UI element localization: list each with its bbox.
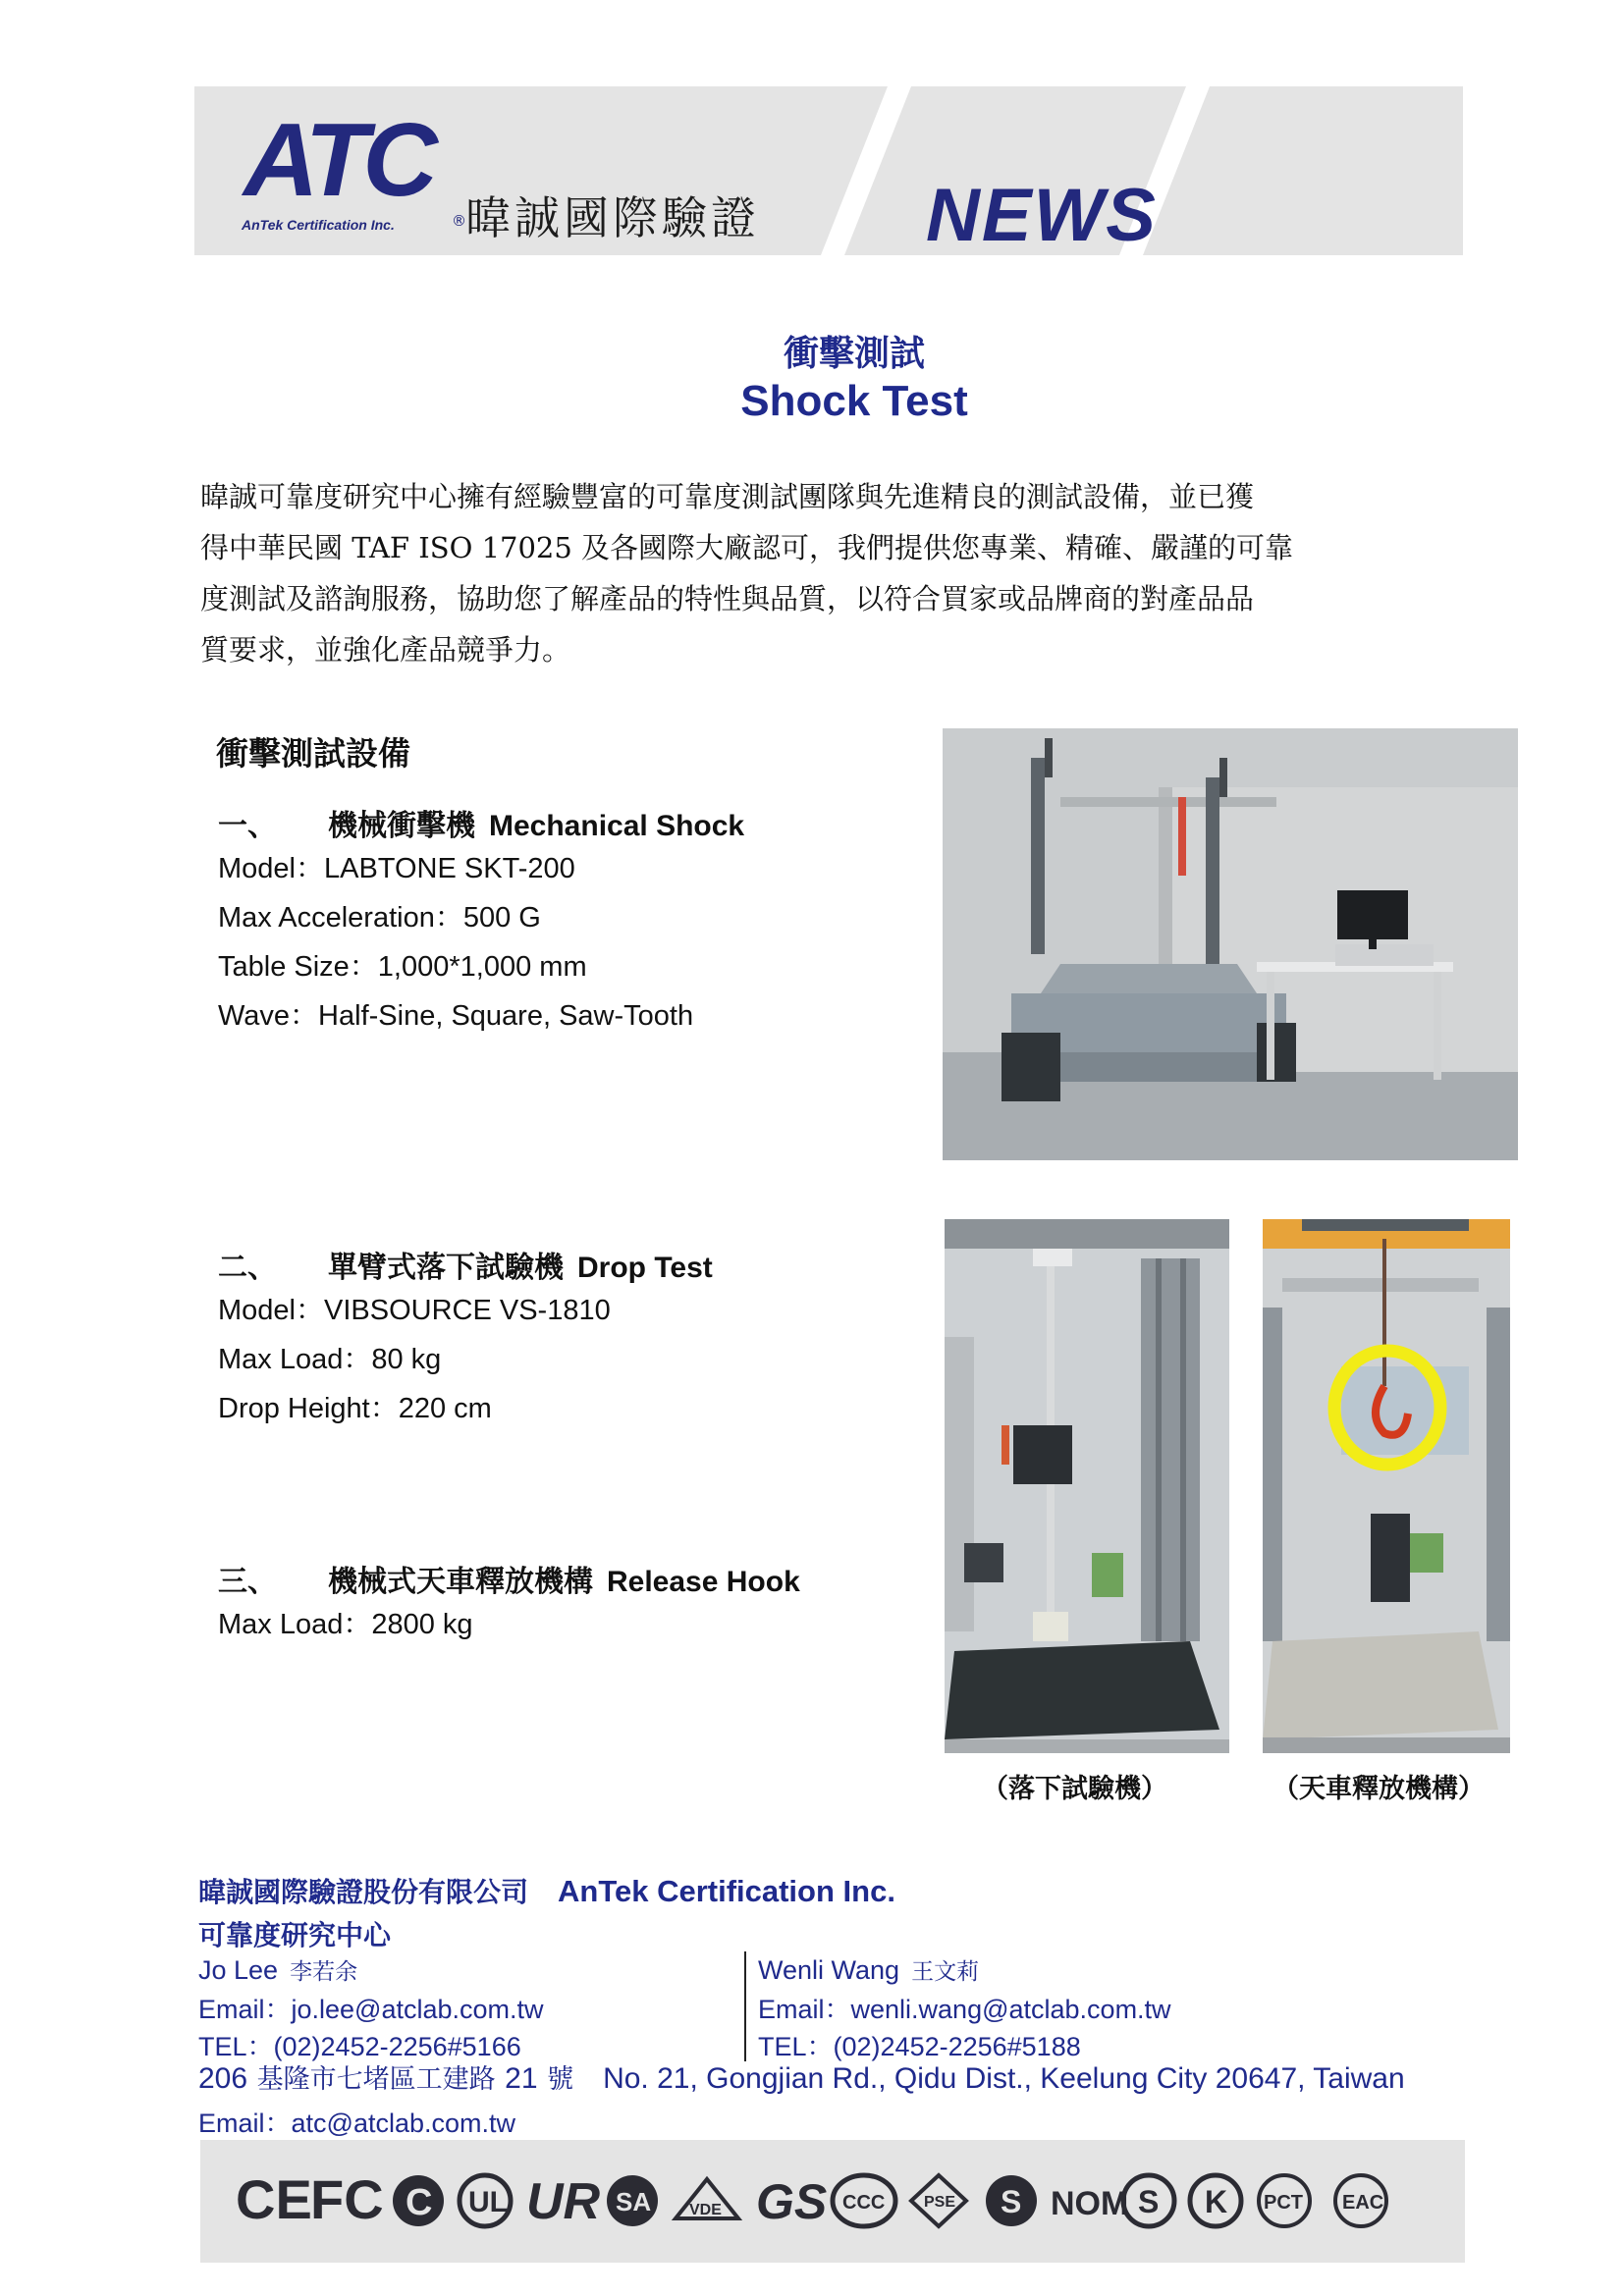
svg-text:NOM: NOM [1051,2185,1129,2222]
specs-release-hook [218,1600,473,1649]
title-en: Shock Test [740,377,968,425]
s-mark-icon [1123,2175,1174,2226]
ccc-mark-icon [833,2175,895,2226]
company-name-cn: 暐誠國際驗證股份有限公司 [198,1876,529,1908]
release-hook-photo [1263,1219,1510,1753]
vde-mark-icon [676,2179,738,2218]
intro-line: 暐誠可靠度研究中心擁有經驗豐富的可靠度測試團隊與先進精良的測試設備，並已獲 [200,480,1255,513]
svg-text:SA: SA [616,2187,652,2216]
pct-mark-icon [1259,2175,1310,2226]
contact-name [198,1951,544,1991]
address-line [198,2061,1405,2097]
spec-line: Drop Height：220 cm [218,1393,492,1424]
company-line [198,1871,895,1910]
company-name-cn: 暐誠國際驗證 [465,191,760,244]
general-email[interactable]: Email：atc@atclab.com.tw [198,2109,515,2138]
svg-text:GS: GS [756,2174,828,2229]
item-name-cn: 單臂式落下試驗機 [328,1251,564,1285]
registered-mark: ® [452,212,466,230]
svg-text:UL: UL [468,2186,508,2218]
item-number: 二、 [218,1251,277,1285]
item-name-en: Mechanical Shock [489,810,745,842]
contact-email[interactable]: Email：wenli.wang@atclab.com.tw [758,1995,1171,2024]
c-tick-mark-icon [393,2175,444,2226]
svg-text:CCC: CCC [842,2192,886,2214]
svg-text:PCT: PCT [1264,2192,1303,2214]
company-name-en: AnTek Certification Inc. [558,1874,895,1908]
svg-text:FC: FC [310,2168,384,2230]
item-heading-drop-test [218,1243,713,1286]
svg-text:EAC: EAC [1342,2192,1384,2214]
intro-line: 質要求，並強化產品競爭力。 [200,633,571,667]
contact-name [758,1951,1171,1991]
svg-text:PSE: PSE [924,2194,956,2211]
nom-mark-icon [1051,2185,1128,2222]
address-cn-suffix: 號 [547,2064,574,2095]
drop-test-photo [945,1219,1229,1753]
ur-mark-icon [526,2173,601,2230]
intro-line: 度測試及諮詢服務，協助您了解產品的特性與品質，以符合買家或品牌商的對產品品 [200,582,1255,615]
contact-name-en: Jo Lee [198,1955,279,1985]
ce-mark-icon [236,2168,312,2230]
specs-drop-test [218,1286,611,1433]
contact-name-cn: 王文莉 [911,1959,980,1985]
svg-text:C: C [406,2182,433,2223]
caption-release-hook: （天車釋放機構） [1272,1774,1485,1804]
svg-text:CE: CE [236,2168,312,2230]
logo-subtitle: AnTek Certification Inc. [242,217,395,233]
contact-wenli-wang [758,1951,1171,2065]
spec-line: Model：VIBSOURCE VS-1810 [218,1295,611,1326]
intro-line: 得中華民國 TAF ISO 17025 及各國際大廠認可，我們提供您專業、精確、嚴謹的可靠 [200,531,1294,564]
pse-mark-icon [911,2175,966,2226]
eac-mark-icon [1335,2175,1386,2226]
contact-tel: TEL：(02)2452-2256#5188 [758,2032,1081,2061]
spec-line: Max Load：80 kg [218,1344,442,1375]
address-en: No. 21, Gongjian Rd., Qidu Dist., Keelung City 20647, Taiwan [603,2062,1405,2095]
center-name: 可靠度研究中心 [198,1919,392,1951]
singapore-safety-mark-icon [986,2175,1037,2226]
gs-mark-icon [756,2174,827,2229]
item-name-en: Release Hook [607,1566,800,1598]
certification-bar [200,2140,1465,2263]
kc-mark-icon [1190,2175,1241,2226]
item-name-cn: 機械式天車釋放機構 [328,1565,593,1599]
item-heading-mechanical-shock [218,801,744,844]
ul-mark-icon [460,2175,511,2226]
item-number: 三、 [218,1565,277,1599]
header-banner [194,86,1463,255]
address-cn: 基隆市七堵區工建路 [256,2064,496,2095]
csa-mark-icon [607,2175,658,2226]
svg-text:S: S [1138,2184,1160,2219]
contact-name-en: Wenli Wang [758,1955,900,1985]
item-heading-release-hook [218,1557,800,1600]
svg-text:K: K [1205,2184,1228,2219]
svg-text:VDE: VDE [689,2202,722,2218]
spec-line: Max Acceleration：500 G [218,902,541,934]
item-number: 一、 [218,809,277,843]
news-label: NEWS [926,174,1158,255]
spec-line: Max Load：2800 kg [218,1609,473,1640]
equipment-heading: 衝擊測試設備 [216,734,410,773]
atc-logo: ATC [244,102,432,218]
spec-line: Table Size：1,000*1,000 mm [218,951,587,983]
spec-line: Wave：Half-Sine, Square, Saw-Tooth [218,1000,694,1032]
mechanical-shock-photo [943,728,1518,1160]
svg-text:UR: UR [526,2173,601,2230]
spec-line: Model：LABTONE SKT-200 [218,853,575,884]
item-name-cn: 機械衝擊機 [328,809,475,843]
intro-paragraph [200,471,1434,675]
title-cn: 衝擊測試 [783,333,925,374]
contact-divider [744,1951,746,2061]
fcc-mark-icon [310,2168,384,2230]
contact-email[interactable]: Email：jo.lee@atclab.com.tw [198,1995,544,2024]
contact-tel: TEL：(02)2452-2256#5166 [198,2032,521,2061]
caption-drop-test: （落下試驗機） [982,1774,1167,1804]
address-number: 21 [505,2062,538,2095]
svg-text:S: S [1001,2184,1022,2219]
address-zip: 206 [198,2062,248,2095]
item-name-en: Drop Test [577,1252,713,1284]
contact-name-cn: 李若余 [290,1959,358,1985]
specs-mechanical-shock [218,844,693,1041]
contact-jo-lee [198,1951,544,2065]
